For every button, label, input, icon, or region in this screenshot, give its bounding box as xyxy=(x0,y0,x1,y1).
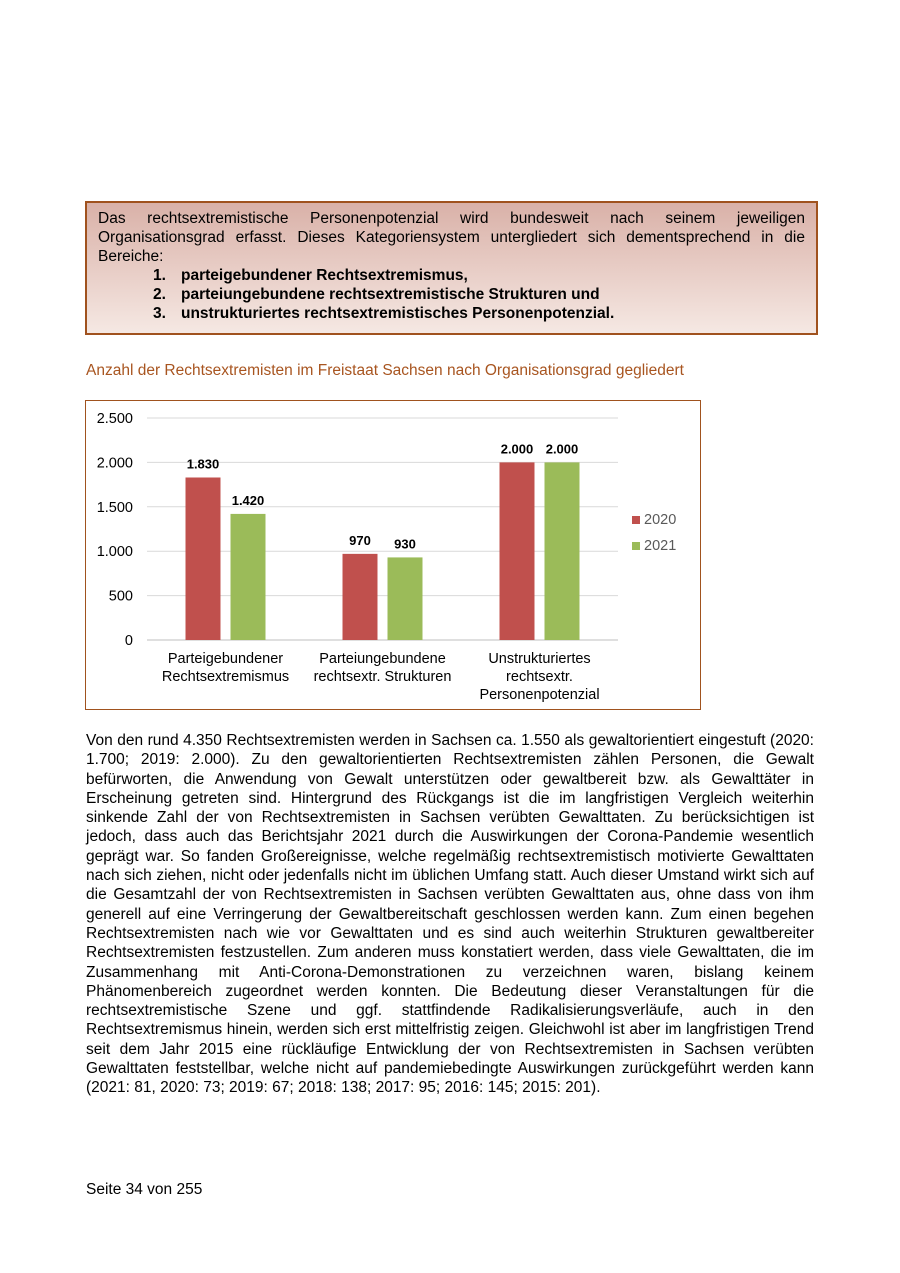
x-tick-label: Unstrukturiertes xyxy=(488,651,591,667)
list-item: 3. unstrukturiertes rechtsextremistisches Personenpotenzial. xyxy=(153,305,615,322)
legend-label: 2020 xyxy=(644,512,677,528)
list-item: 1. parteigebundener Rechtsextremismus, xyxy=(153,267,468,284)
bar-2020 xyxy=(343,554,378,640)
data-label: 930 xyxy=(394,536,416,552)
legend-label: 2021 xyxy=(644,538,677,554)
bar-2021 xyxy=(545,462,580,640)
data-label: 2.000 xyxy=(500,441,534,457)
bar-2021 xyxy=(231,514,266,640)
x-tick-label: Parteigebundener xyxy=(167,651,284,667)
y-tick-label: 500 xyxy=(108,588,133,605)
x-tick-label: rechtsextr. xyxy=(506,669,573,685)
bar-2020 xyxy=(500,462,535,640)
chart-caption: Anzahl der Rechtsextremisten im Freistaat Sachsen nach Organisationsgrad gegliedert xyxy=(86,362,684,379)
x-tick-label: rechtsextr. Strukturen xyxy=(313,669,452,685)
data-label: 2.000 xyxy=(545,441,579,457)
bar-2020 xyxy=(186,477,221,640)
y-tick-label: 2.500 xyxy=(96,411,133,427)
list-item: 2. parteiungebundene rechtsextremistische Strukturen und xyxy=(153,286,600,303)
x-tick-label: Parteiungebundene xyxy=(319,651,446,667)
category-list xyxy=(98,266,805,323)
bar-chart xyxy=(86,401,702,711)
y-tick-label: 0 xyxy=(124,633,133,649)
bar-2021 xyxy=(388,557,423,640)
body-text: Von den rund 4.350 Rechtsextremisten werden in Sachsen ca. 1.550 als gewaltorientiert eingestuft (2020: 1.700; 2019: 2.000). Zu den gewaltorientierten Rechtsextremisten zählen Personen, die Gewalt befürworten, die Anwendung von Gewalt unterstützen oder gewaltbereit bzw. als Gewalttäter in Erscheinung getreten sind. Hintergrund des Rückgangs ist die im langfristigen Vergleich weiterhin sinkende Zahl der von Rechtsextremisten in Sachsen verübten Gewalttaten. Zu berücksichtigen ist jedoch, dass auch das Berichtsjahr 2021 durch die Auswirkungen der Corona-Pandemie wesentlich geprägt war. So fanden Großereignisse, welche regelmäßig rechtsextremistisch motivierte Gewalttaten nach sich ziehen, nicht oder jedenfalls nicht im üblichen Umfang statt. Auch dieser Umstand wirkt sich auf die Gesamtzahl der von Rechtsextremisten in Sachsen verübten Gewalttaten aus, ohne dass von ihm generell auf eine Verringerung der Gewaltbereitschaft geschlossen werden kann. Zum einen begehen Rechtsextremisten nach wie vor Gewalttaten und es sind auch weiterhin Strukturen gewaltbereiter Rechtsextremisten festzustellen. Zum anderen muss konstatiert werden, dass viele Gewalttaten, die im Zusammenhang mit Anti-Corona-Demonstrationen zu verzeichnen waren, bislang keinem Phänomenbereich zugeordnet werden konnten. Die Bedeutung dieser Veranstaltungen für die rechtsextremistische Szene und ggf. stattfindende Radikalisierungsverläufe, auch in den Rechtsextremismus hinein, werden sich erst mittelfristig zeigen. Gleichwohl ist aber im langfristigen Trend seit dem Jahr 2015 eine rückläufige Entwicklung der von Rechtsextremisten in Sachsen verübten Gewalttaten feststellbar, welche nicht auf pandemiebedingte Auswirkungen zurückgeführt werden kann (2021: 81, 2020: 73; 2019: 67; 2018: 138; 2017: 95; 2016: 145; 2015: 201). xyxy=(86,732,814,1097)
y-tick-label: 1.500 xyxy=(96,499,133,516)
x-tick-label: Personenpotenzial xyxy=(479,687,600,703)
legend-swatch-2020 xyxy=(632,516,640,524)
page-footer: Seite 34 von 255 xyxy=(86,1181,203,1198)
y-tick-label: 1.000 xyxy=(96,544,133,561)
info-box-intro: Das rechtsextremistische Personenpotenzial wird bundesweit nach seinem jeweiligen Organisationsgrad erfasst. Dieses Kategoriensystem untergliedert sich dementsprechend in die Bereiche: xyxy=(98,210,805,265)
info-box xyxy=(85,201,818,335)
chart-frame xyxy=(85,400,701,710)
data-label: 1.830 xyxy=(186,456,220,472)
y-tick-label: 2.000 xyxy=(96,455,133,472)
legend-swatch-2021 xyxy=(632,542,640,550)
x-tick-label: Rechtsextremismus xyxy=(161,669,290,685)
data-label: 970 xyxy=(349,532,371,548)
data-label: 1.420 xyxy=(231,492,265,508)
